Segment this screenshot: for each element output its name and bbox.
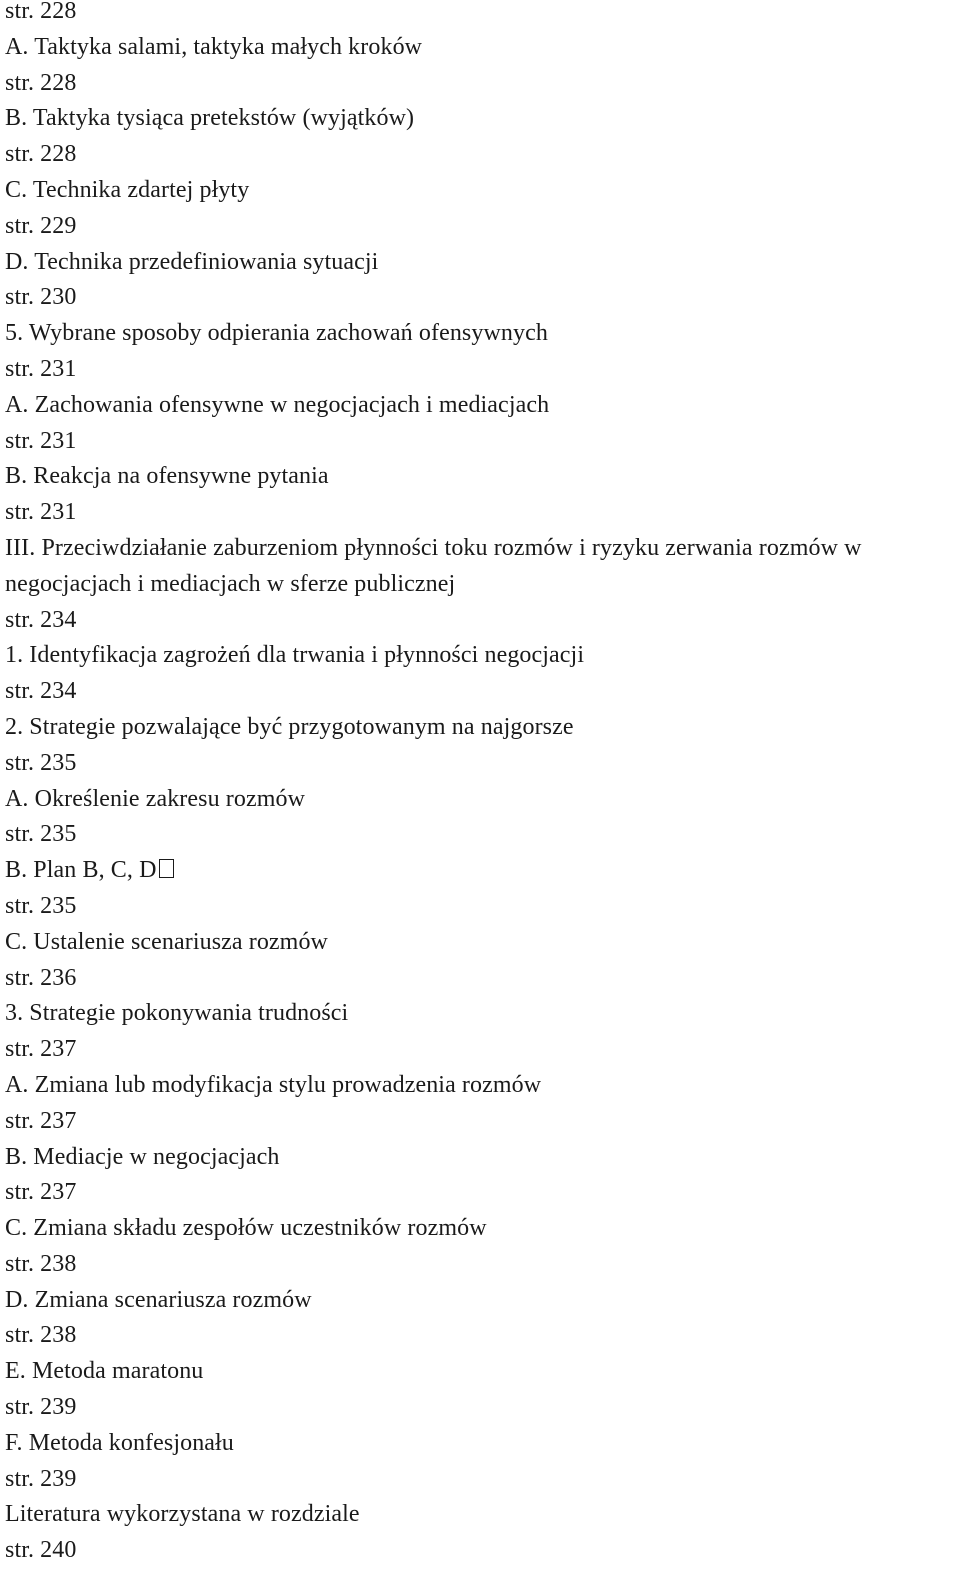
- page-ref: str. 235: [5, 821, 77, 848]
- page-ref: str. 229: [5, 212, 77, 239]
- page-ref: str. 237: [5, 1107, 77, 1134]
- page-ref: str. 228: [5, 69, 77, 96]
- toc-section: 5. Wybrane sposoby odpierania zachowań ofensywnych: [5, 320, 548, 347]
- toc-entry: D. Zmiana scenariusza rozmów: [5, 1286, 312, 1313]
- page-ref: str. 240: [5, 1537, 77, 1564]
- missing-glyph-box: [159, 859, 174, 878]
- toc-section: 1. Identyfikacja zagrożeń dla trwania i płynności negocjacji: [5, 642, 585, 669]
- toc-chapter: III. Przeciwdziałanie zaburzeniom płynności toku rozmów i ryzyku zerwania rozmów w negocjacjach i mediacjach w sferze publicznej: [5, 534, 862, 597]
- toc-entry: A. Określenie zakresu rozmów: [5, 785, 306, 812]
- page-ref: str. 230: [5, 284, 77, 311]
- page-ref: str. 231: [5, 499, 77, 526]
- page-ref: str. 236: [5, 964, 77, 991]
- page-ref: str. 228: [5, 141, 77, 168]
- page-ref: str. 235: [5, 892, 77, 919]
- page-ref: str. 234: [5, 678, 77, 705]
- page-ref: str. 237: [5, 1179, 77, 1206]
- page-ref: str. 231: [5, 355, 77, 382]
- toc-entry: E. Metoda maratonu: [5, 1358, 204, 1385]
- page-ref: str. 239: [5, 1465, 77, 1492]
- table-of-contents: [5, 0, 960, 1569]
- page-ref: str. 237: [5, 1036, 77, 1063]
- toc-entry: B. Reakcja na ofensywne pytania: [5, 463, 329, 490]
- toc-entry: B. Taktyka tysiąca pretekstów (wyjątków): [5, 105, 415, 132]
- toc-entry-text: B. Plan B, C, D: [5, 857, 157, 884]
- toc-entry: C. Ustalenie scenariusza rozmów: [5, 928, 328, 955]
- page-ref: str. 239: [5, 1394, 77, 1421]
- toc-section: Literatura wykorzystana w rozdziale: [5, 1501, 360, 1528]
- page-ref: str. 235: [5, 749, 77, 776]
- page-ref: str. 238: [5, 1322, 77, 1349]
- toc-entry: A. Zmiana lub modyfikacja stylu prowadzenia rozmów: [5, 1071, 542, 1098]
- toc-entry: A. Zachowania ofensywne w negocjacjach i mediacjach: [5, 391, 550, 418]
- toc-entry: A. Taktyka salami, taktyka małych kroków: [5, 33, 423, 60]
- toc-entry: B. Mediacje w negocjacjach: [5, 1143, 280, 1170]
- page-ref: str. 234: [5, 606, 77, 633]
- page-ref: str. 231: [5, 427, 77, 454]
- toc-section: 2. Strategie pozwalające być przygotowanym na najgorsze: [5, 713, 574, 740]
- toc-entry: F. Metoda konfesjonału: [5, 1429, 234, 1456]
- toc-entry: D. Technika przedefiniowania sytuacji: [5, 248, 379, 275]
- toc-section: 3. Strategie pokonywania trudności: [5, 1000, 349, 1027]
- page-ref: str. 238: [5, 1250, 77, 1277]
- toc-entry: C. Technika zdartej płyty: [5, 176, 250, 203]
- toc-entry: [5, 853, 960, 889]
- page-ref: str. 228: [5, 0, 77, 24]
- toc-entry: C. Zmiana składu zespołów uczestników rozmów: [5, 1215, 487, 1242]
